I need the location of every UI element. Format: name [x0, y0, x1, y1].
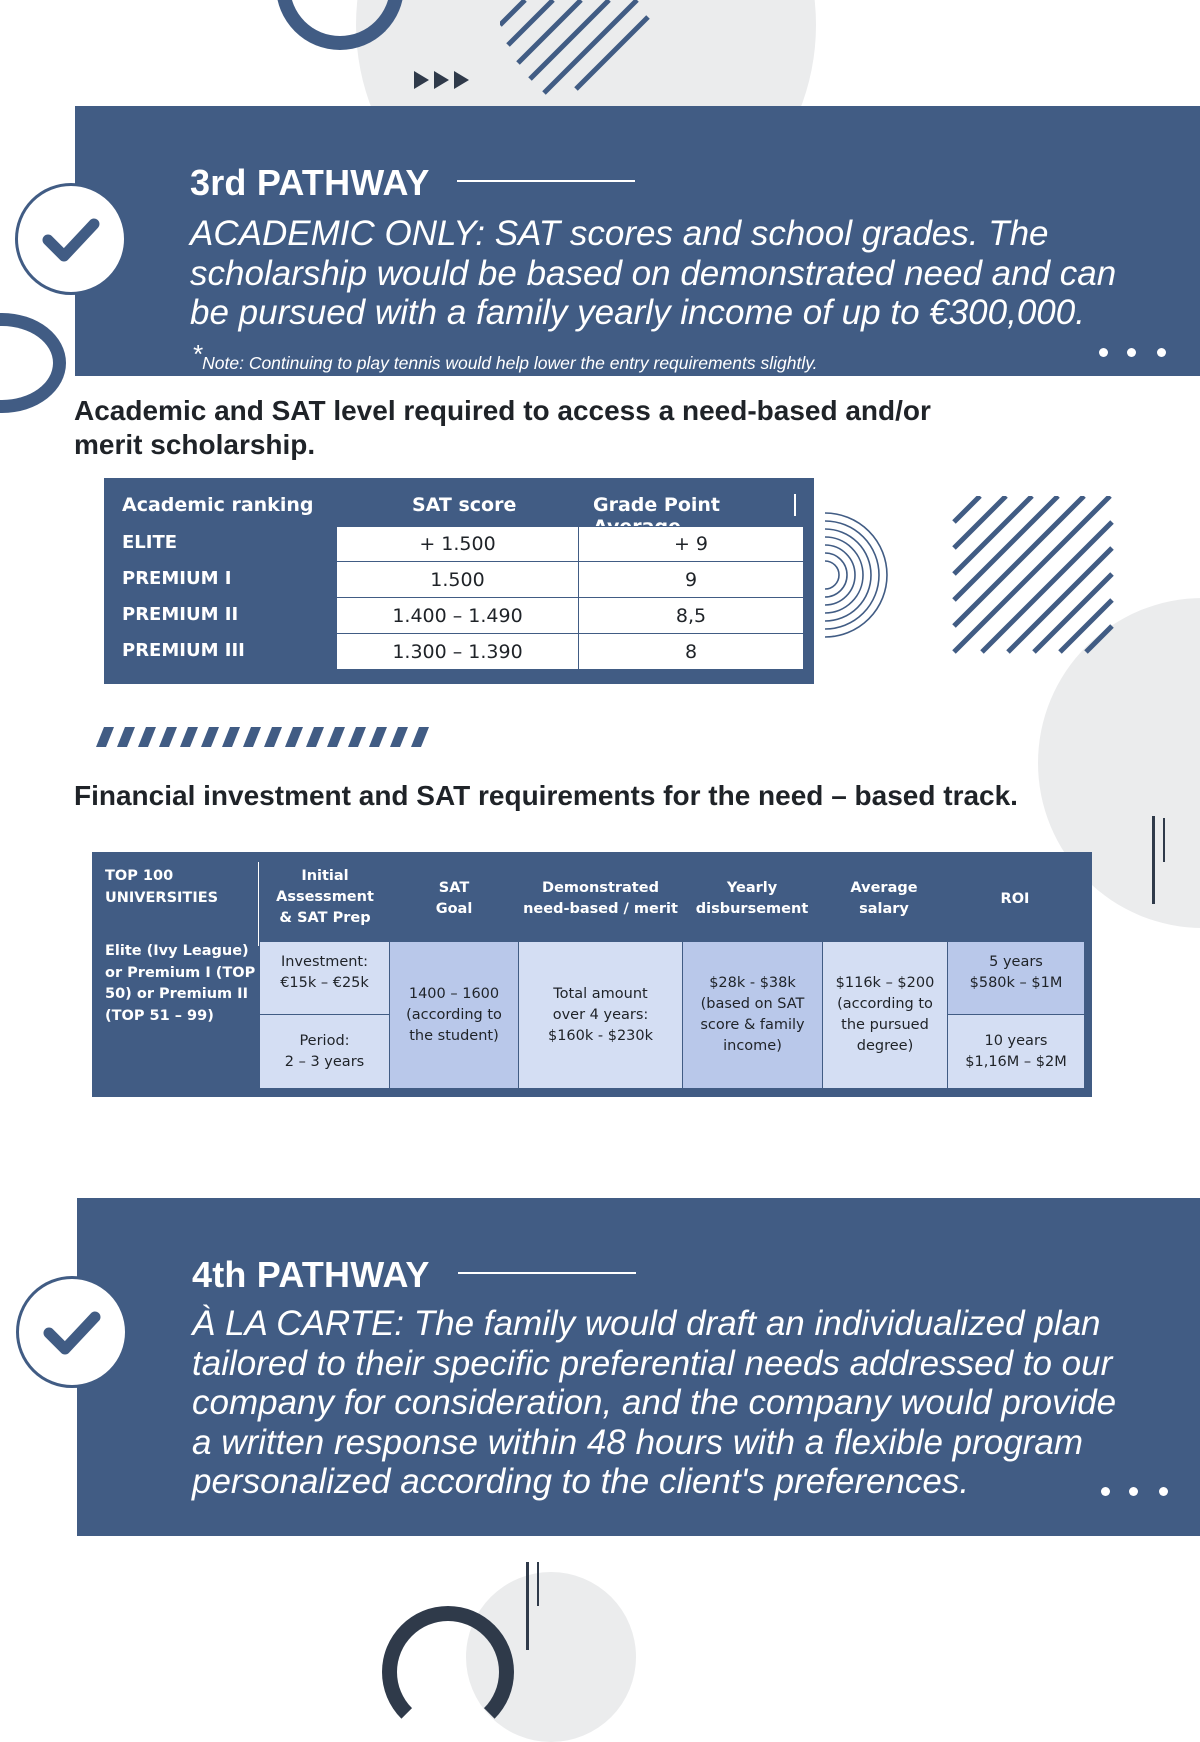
cell-sat: 1.400 – 1.490 [336, 597, 579, 634]
header-demonstrated [518, 878, 683, 920]
cell-demonstrated [519, 942, 682, 1088]
header-line: ROI [1000, 891, 1030, 907]
cell-line: 1400 – 1600 [408, 985, 500, 1002]
cell-line: income) [723, 1038, 782, 1054]
academic-heading [74, 394, 1114, 462]
header-line: salary [859, 901, 909, 917]
cell-line: $1,16M – $2M [965, 1053, 1067, 1070]
decor-vline [537, 1562, 539, 1606]
dot [1159, 1487, 1168, 1496]
cell-line: $160k - $230k [547, 1027, 654, 1044]
financial-heading: Financial investment and SAT requirements for the need – based track. [74, 780, 1018, 811]
pathway4-line: À LA CARTE: The family would draft an individualized plan [192, 1304, 1101, 1343]
header-gpa: Grade Point [593, 494, 720, 516]
header-roi [946, 889, 1084, 910]
note-asterisk: * [192, 339, 203, 369]
cell-line: (based on SAT [700, 996, 805, 1012]
decor-half-ring-bottom [382, 1606, 514, 1738]
header-line: SAT [438, 880, 470, 896]
header-line: Assessment [276, 889, 374, 905]
cell-roi-5 [948, 942, 1084, 1014]
pathway4-line: a written response within 48 hours with a flexible program [192, 1422, 1083, 1462]
cell-line: $28k - $38k [709, 975, 796, 991]
pathway4-line: personalized according to the client's preferences. [192, 1462, 970, 1501]
cell-line: over 4 years: [552, 1006, 649, 1023]
cell-line: 5 years [989, 954, 1043, 970]
header-salary [821, 878, 947, 920]
corner-line: TOP 100 [105, 868, 174, 884]
cell-line: 2 – 3 years [284, 1053, 365, 1070]
cell-sat: 1.500 [336, 561, 579, 598]
cell-sat: + 1.500 [336, 526, 579, 562]
header-line: Demonstrated [542, 880, 659, 896]
cell-yearly [683, 942, 822, 1088]
cell-line: Period: [299, 1032, 350, 1049]
cell-line: 10 years [984, 1032, 1048, 1049]
play-arrows-icon [414, 71, 472, 89]
pathway4-description [192, 1304, 1192, 1502]
cell-line: score & family [700, 1017, 805, 1033]
side-line: 50) or Premium II [105, 986, 248, 1002]
cell-line: the pursued [841, 1017, 929, 1033]
pathway4-title: 4th PATHWAY [192, 1254, 430, 1295]
cell-gpa: 8,5 [578, 597, 804, 634]
pathway3-description [190, 214, 1190, 333]
academic-heading-line: merit scholarship. [74, 429, 316, 460]
cell-investment [260, 942, 389, 1014]
decor-vline [526, 1562, 529, 1650]
pathway3-line: ACADEMIC ONLY: SAT scores and school grades. The [190, 214, 1049, 253]
decor-concentric-arcs [820, 505, 890, 645]
header-academic-ranking: Academic ranking [122, 494, 314, 516]
pathway4-check-badge [16, 1276, 128, 1388]
cell-roi-10 [948, 1015, 1084, 1088]
cell-line: the student) [409, 1027, 499, 1044]
note-text: Note: Continuing to play tennis would help lower the entry requirements slightly. [202, 353, 818, 373]
header-line: Yearly [726, 880, 778, 896]
header-cursor [794, 494, 796, 516]
header-line: Average [850, 880, 918, 896]
pathway3-line: scholarship would be based on demonstrated need and can [190, 253, 1117, 293]
cell-line: $116k – $200 [835, 975, 935, 991]
cell-sat-goal [390, 942, 518, 1088]
header-yearly [682, 878, 822, 920]
row-premium-i-label: PREMIUM I [122, 568, 232, 589]
cell-gpa: 8 [578, 633, 804, 670]
header-line: & SAT Prep [279, 910, 371, 926]
header-line: Initial [301, 868, 349, 884]
cell-gpa: 9 [578, 561, 804, 598]
cell-period [260, 1015, 389, 1088]
side-line: Elite (Ivy League) [105, 943, 249, 959]
corner-line: UNIVERSITIES [105, 889, 219, 906]
header-sat-goal [389, 878, 519, 920]
side-line: or Premium I (TOP [105, 964, 256, 981]
row-premium-ii-label: PREMIUM II [122, 604, 239, 625]
dot [1129, 1487, 1138, 1496]
header-line: Goal [435, 901, 473, 917]
header-divider [258, 862, 259, 946]
decor-half-ring-left [0, 313, 66, 413]
cell-line: degree) [856, 1038, 914, 1054]
cell-line: (according to [406, 1006, 502, 1023]
check-icon [19, 1279, 125, 1385]
cell-gpa: + 9 [578, 526, 804, 562]
pathway3-note [192, 339, 818, 374]
cell-line: Investment: [280, 954, 368, 970]
cell-line: Total amount [553, 985, 648, 1002]
decor-vline [1152, 816, 1155, 904]
cell-line: €15k – €25k [280, 975, 369, 991]
row-elite-label: ELITE [122, 532, 178, 553]
check-icon [18, 186, 124, 292]
pathway4-title-rule [458, 1272, 636, 1274]
universities-tier-label [105, 941, 255, 1027]
financial-table [92, 852, 1092, 1097]
pathway3-title: 3rd PATHWAY [190, 162, 430, 203]
header-line: disbursement [695, 901, 809, 917]
decor-stripes-right [952, 496, 1114, 654]
side-line: (TOP 51 – 99) [105, 1007, 214, 1024]
cell-line: $580k – $1M [969, 975, 1063, 991]
header-line: need-based / merit [523, 901, 678, 917]
row-premium-iii-label: PREMIUM III [122, 640, 245, 661]
pathway3-line: be pursued with a family yearly income of up to €300,000. [190, 293, 1085, 332]
pathway4-line: company for consideration, and the company would provide [192, 1383, 1117, 1422]
cell-salary [823, 942, 947, 1088]
dot [1101, 1487, 1110, 1496]
header-initial-assessment [260, 866, 390, 929]
academic-ranking-table [104, 478, 814, 684]
decor-vline [1163, 818, 1165, 862]
academic-heading-line: Academic and SAT level required to access a need-based and/or [74, 395, 931, 426]
pathway3-title-rule [457, 180, 635, 182]
dot [1099, 348, 1108, 357]
dot [1127, 348, 1136, 357]
corner-label [105, 866, 218, 909]
pathway4-line: tailored to their specific preferential needs addressed to our [192, 1343, 1113, 1383]
cell-line: (according to [837, 996, 933, 1012]
dot [1157, 348, 1166, 357]
pathway3-check-badge [15, 183, 127, 295]
cell-sat: 1.300 – 1.390 [336, 633, 579, 670]
header-sat-score: SAT score [412, 494, 517, 516]
decor-dash-bar [90, 727, 430, 747]
decor-stripes-top [500, 0, 650, 95]
